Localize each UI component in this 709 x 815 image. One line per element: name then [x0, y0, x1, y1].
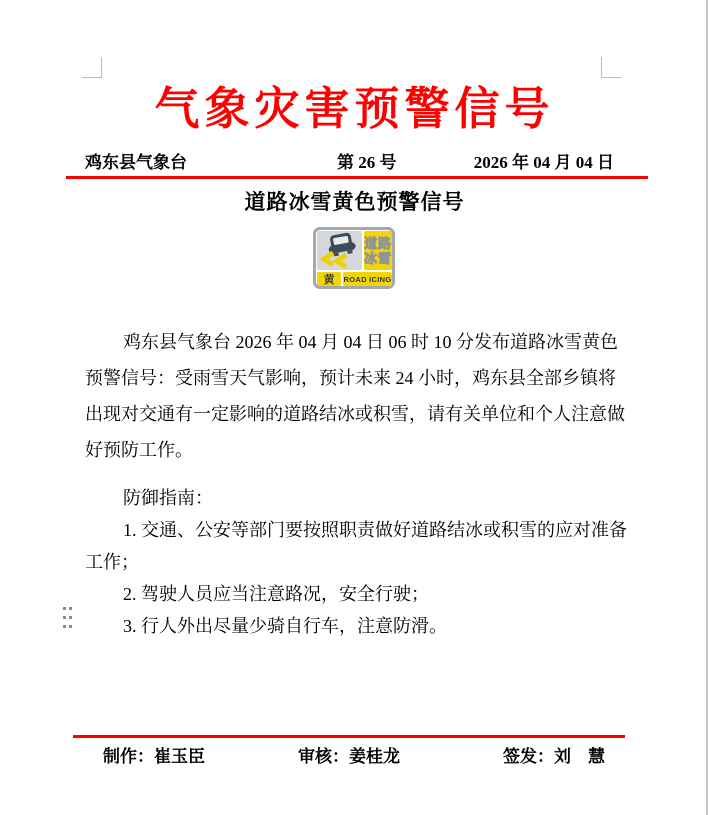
header-divider-line	[66, 176, 648, 179]
body-line-3: 出现对交通有一定影响的道路结冰或积雪，请有关单位和个人注意做	[85, 404, 625, 424]
dot	[63, 625, 66, 628]
guidelines-heading: 防御指南：	[123, 488, 213, 508]
guideline-item-3: 3. 行人外出尽量少骑自行车，注意防滑。	[123, 616, 447, 636]
warning-level-label: 黄	[317, 272, 341, 286]
warning-type-label	[364, 231, 392, 270]
issue-date: 2026 年 04 月 04 日	[473, 153, 614, 172]
drag-handle-dots[interactable]	[63, 607, 72, 628]
dot	[63, 607, 66, 610]
skidding-car-graphic	[317, 231, 362, 270]
warning-body-paragraph	[85, 324, 630, 468]
bulletin-number: 第 26 号	[337, 153, 397, 172]
dot	[69, 607, 72, 610]
issuing-agency: 鸡东县气象台	[85, 153, 187, 172]
warning-type-line2: 冰雪	[364, 250, 392, 266]
margin-mark-top-left	[82, 57, 102, 78]
guideline-item-1-continued: 工作；	[85, 552, 139, 572]
skidding-car-icon	[317, 231, 362, 270]
warning-signal-title: 道路冰雪黄色预警信号	[244, 191, 465, 214]
footer-reviewer: 审核：姜桂龙	[298, 747, 400, 766]
document-title: 气象灾害预警信号	[154, 84, 555, 134]
body-line-2: 预警信号：受雨雪天气影响，预计未来 24 小时，鸡东县全部乡镇将	[85, 368, 616, 388]
guideline-item-1: 1. 交通、公安等部门要按照职责做好道路结冰或积雪的应对准备	[123, 520, 627, 540]
body-line-4: 好预防工作。	[85, 440, 193, 460]
dot	[69, 616, 72, 619]
footer-signer: 签发：刘 慧	[503, 747, 605, 766]
footer-maker: 制作：崔玉臣	[103, 747, 205, 766]
dot	[69, 625, 72, 628]
margin-mark-top-right	[601, 57, 621, 78]
guideline-item-2: 2. 驾驶人员应当注意路况，安全行驶；	[123, 584, 429, 604]
body-line-1: 鸡东县气象台 2026 年 04 月 04 日 06 时 10 分发布道路冰雪黄色	[123, 332, 618, 352]
warning-english-label: ROAD ICING	[343, 272, 392, 286]
road-icing-yellow-warning-icon	[313, 227, 395, 289]
dot	[63, 616, 66, 619]
defense-guidelines	[85, 482, 630, 642]
warning-type-line1: 道路	[364, 235, 392, 251]
footer-divider-line	[73, 735, 625, 738]
